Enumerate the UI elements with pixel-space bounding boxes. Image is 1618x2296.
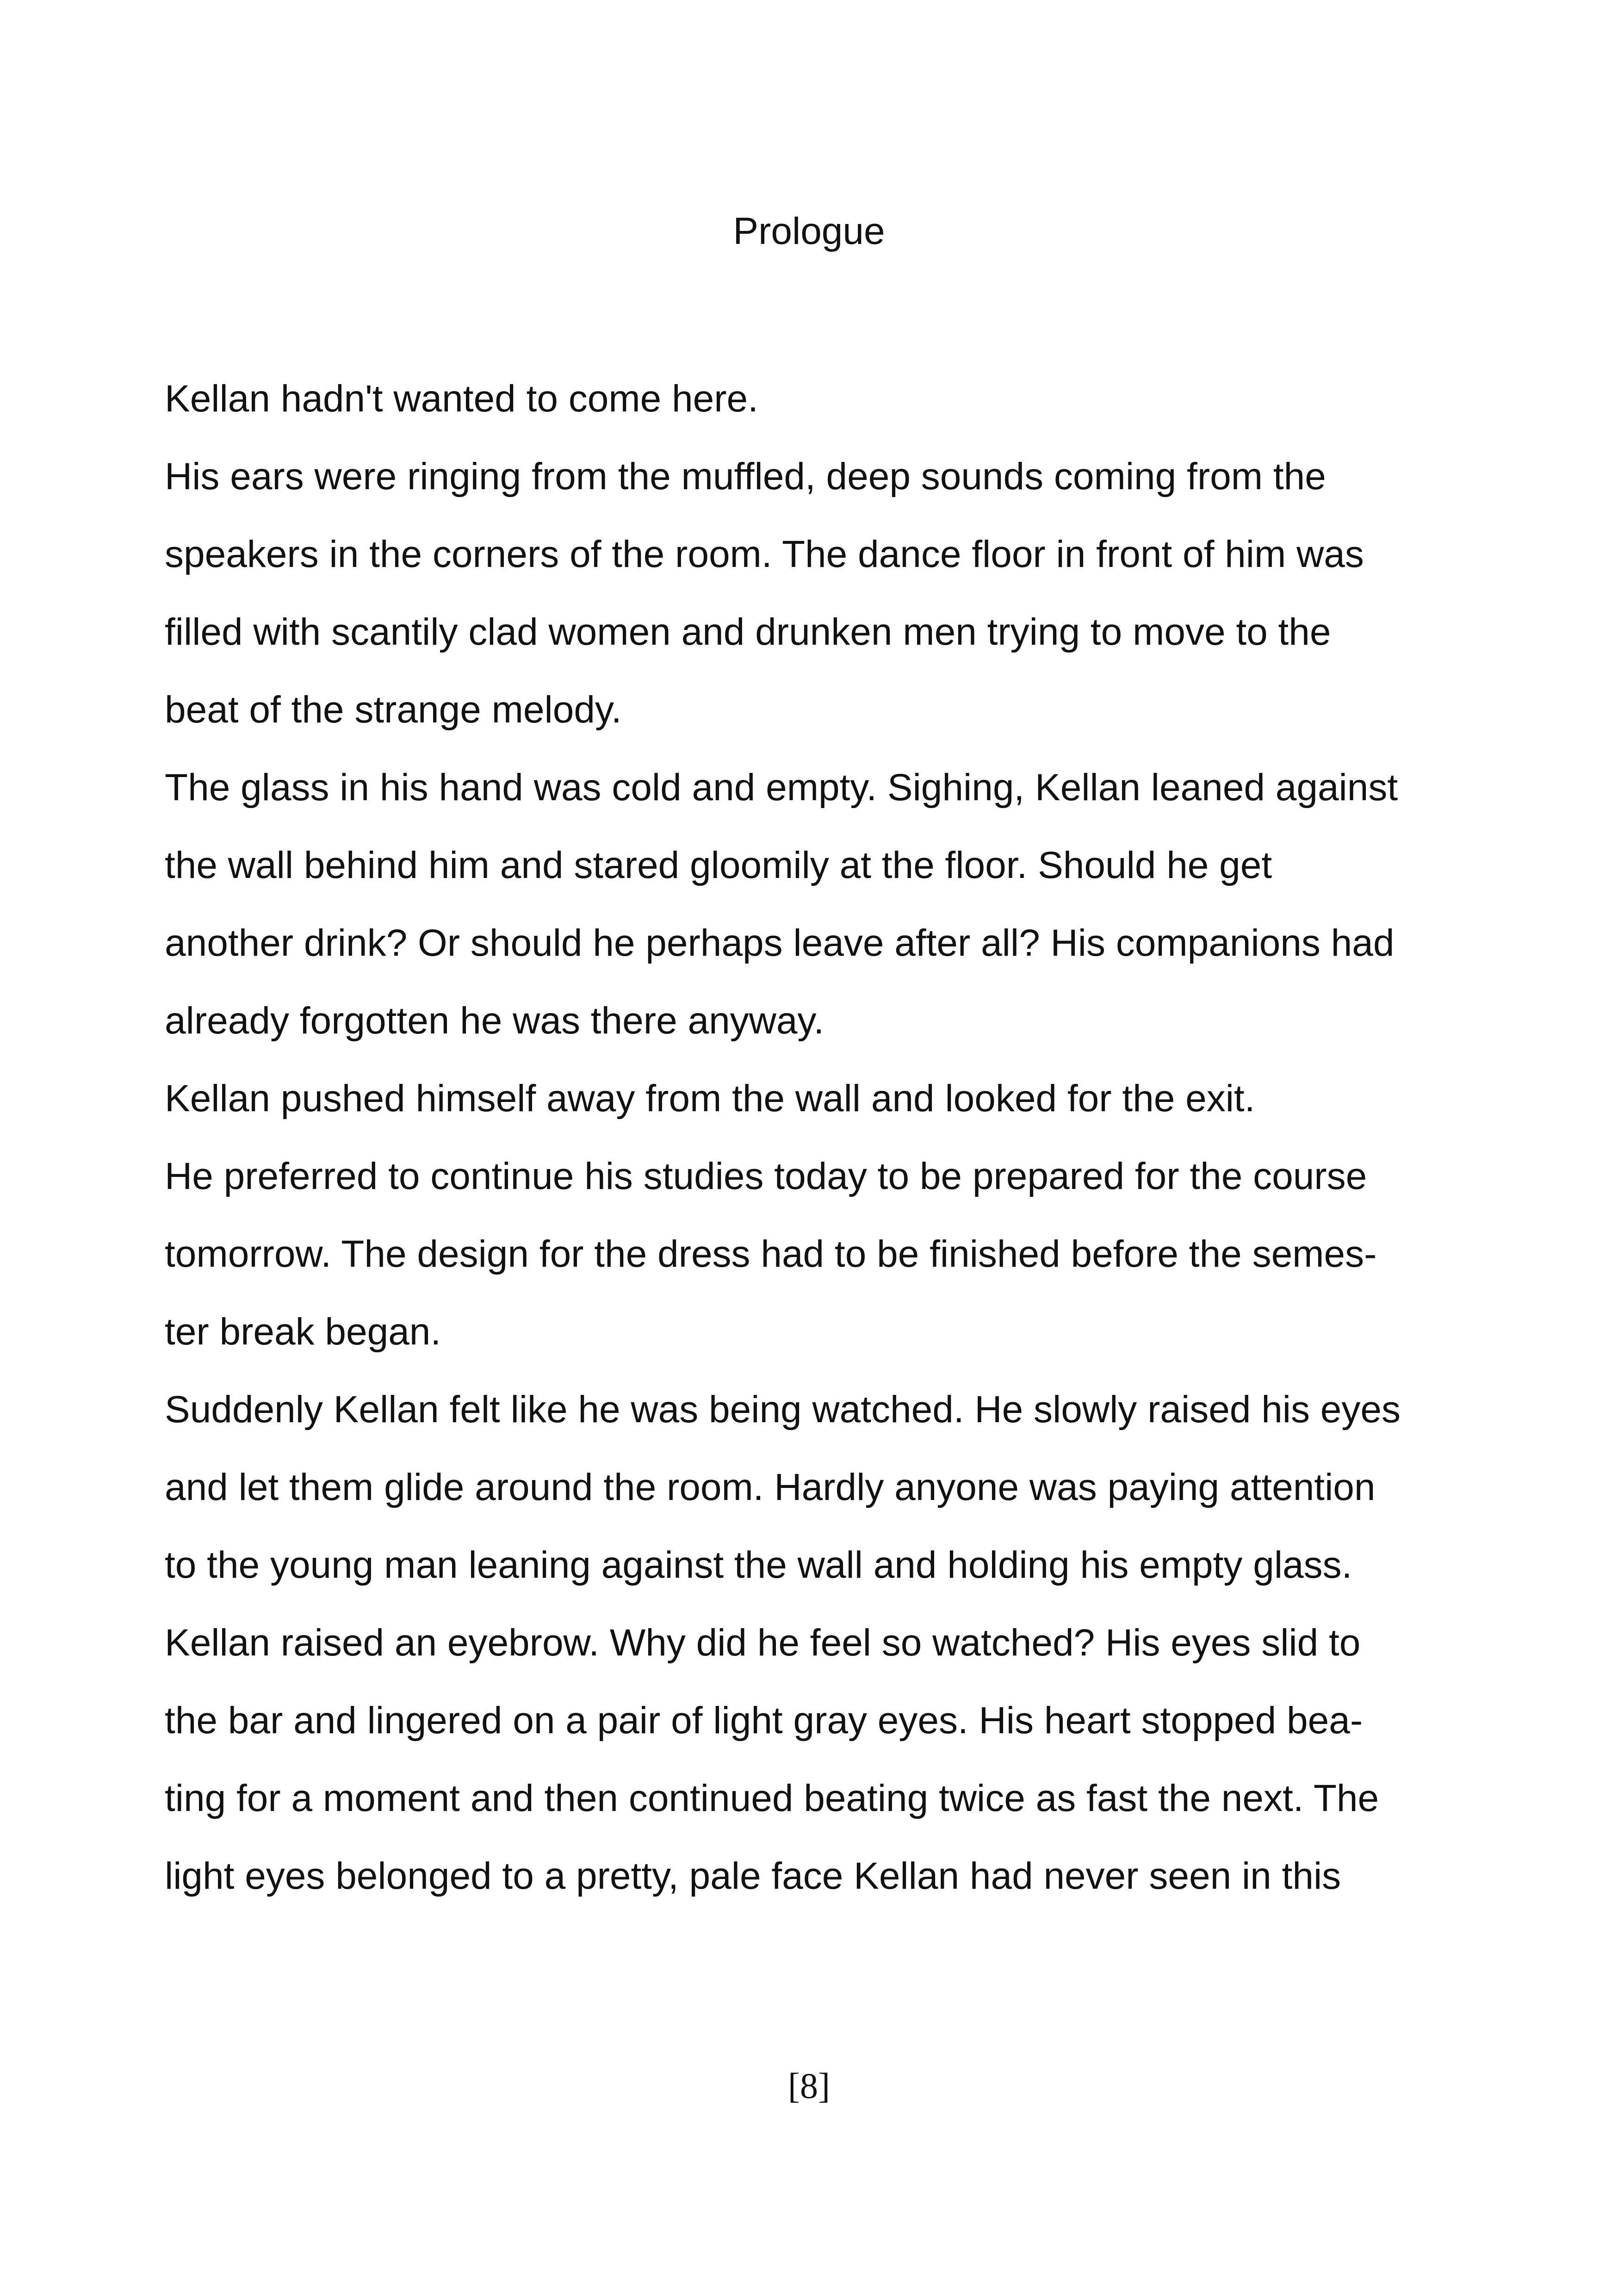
text-line: Kellan raised an eyebrow. Why did he feel so watched? His eyes slid to (165, 1622, 1361, 1664)
text-line: Suddenly Kellan felt like he was being watched. He slowly raised his eyes (165, 1388, 1401, 1431)
page-number: [8] (788, 2066, 830, 2106)
text-line: the wall behind him and stared gloomily at the floor. Should he get (165, 844, 1272, 886)
text-line: the bar and lingered on a pair of light gray eyes. His heart stopped bea- (165, 1699, 1363, 1742)
text-line: His ears were ringing from the muffled, deep sounds coming from the (165, 455, 1326, 498)
text-line: ting for a moment and then continued beating twice as fast the next. The (165, 1777, 1379, 1819)
text-line: Kellan hadn't wanted to come here. (165, 378, 758, 420)
text-line: already forgotten he was there anyway. (165, 1000, 824, 1042)
text-line: ter break began. (165, 1311, 441, 1353)
text-line: Kellan pushed himself away from the wall and looked for the exit. (165, 1077, 1255, 1120)
text-line: speakers in the corners of the room. The dance floor in front of him was (165, 533, 1364, 575)
text-line: filled with scantily clad women and drunken men trying to move to the (165, 611, 1331, 653)
text-line: and let them glide around the room. Hardly anyone was paying attention (165, 1466, 1376, 1508)
text-line: beat of the strange melody. (165, 689, 622, 731)
text-line: another drink? Or should he perhaps leave after all? His companions had (165, 922, 1395, 964)
text-line: The glass in his hand was cold and empty. Sighing, Kellan leaned against (165, 766, 1398, 809)
text-line: light eyes belonged to a pretty, pale face Kellan had never seen in this (165, 1855, 1341, 1897)
text-line: He preferred to continue his studies today to be prepared for the course (165, 1155, 1367, 1197)
body-text (165, 360, 1488, 1915)
text-line: tomorrow. The design for the dress had to be finished before the semes- (165, 1233, 1377, 1275)
text-line: to the young man leaning against the wall and holding his empty glass. (165, 1544, 1352, 1586)
chapter-title: Prologue (733, 210, 885, 252)
